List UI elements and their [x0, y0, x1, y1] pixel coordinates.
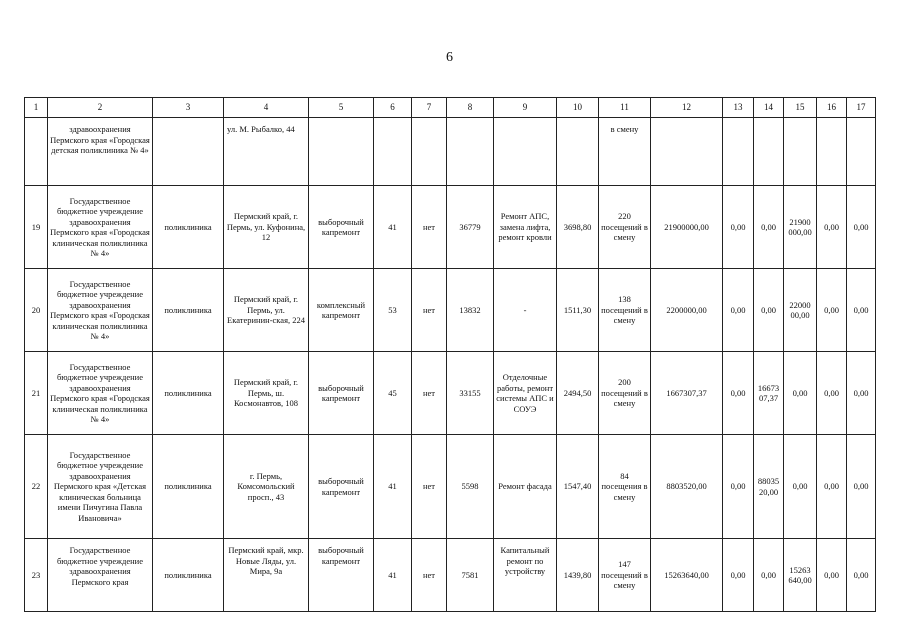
column-header: 13 [723, 98, 754, 118]
table-cell: 36779 [447, 186, 494, 269]
table-cell: Государственное бюджетное учреждение здравоохранения Пермского края «Городская клиническая поликлиника № 4» [48, 269, 153, 352]
table-cell: выборочный капремонт [309, 539, 374, 612]
table-cell: Пермский край, г. Пермь, ул. Екатеринин-ская, 224 [224, 269, 309, 352]
table-cell: нет [412, 539, 447, 612]
table-cell: 2200000,00 [651, 269, 723, 352]
table-cell: 41 [374, 539, 412, 612]
table-cell [494, 118, 557, 186]
table-cell: 53 [374, 269, 412, 352]
table-cell: - [494, 269, 557, 352]
column-header: 1 [25, 98, 48, 118]
table-cell [25, 118, 48, 186]
table-cell: 21 [25, 352, 48, 435]
table-cell: 147 посещений в смену [599, 539, 651, 612]
table-cell: 138 посещений в смену [599, 269, 651, 352]
table-cell: поликлиника [153, 352, 224, 435]
table-row [25, 435, 876, 539]
table-cell: 0,00 [723, 539, 754, 612]
table-row [25, 352, 876, 435]
table-cell: 0,00 [817, 539, 847, 612]
table-cell: 22000 00,00 [784, 269, 817, 352]
table-cell: 19 [25, 186, 48, 269]
table-cell: Государственное бюджетное учреждение здравоохранения Пермского края «Городская клиническая поликлиника № 4» [48, 352, 153, 435]
table-cell: выборочный капремонт [309, 186, 374, 269]
table-cell: 8803520,00 [651, 435, 723, 539]
table-cell: 21900000,00 [651, 186, 723, 269]
table-cell: нет [412, 269, 447, 352]
table-cell: нет [412, 435, 447, 539]
table-cell: 0,00 [754, 269, 784, 352]
table-cell: поликлиника [153, 539, 224, 612]
table-cell: 7581 [447, 539, 494, 612]
table-row [25, 539, 876, 612]
table-row [25, 186, 876, 269]
table-cell: г. Пермь, Комсомольский просп., 43 [224, 435, 309, 539]
table-cell [412, 118, 447, 186]
table-cell: 0,00 [817, 269, 847, 352]
table-cell: 15263640,00 [651, 539, 723, 612]
table-cell: выборочный капремонт [309, 435, 374, 539]
table-cell: поликлиника [153, 435, 224, 539]
table-cell: 1511,30 [557, 269, 599, 352]
table-row [25, 118, 876, 186]
table-cell: Ремонт фасада [494, 435, 557, 539]
table-cell: 0,00 [723, 352, 754, 435]
table-cell: 0,00 [847, 435, 876, 539]
table-cell: в смену [599, 118, 651, 186]
table-cell: 41 [374, 186, 412, 269]
column-header: 16 [817, 98, 847, 118]
header-row [25, 98, 876, 118]
column-header: 9 [494, 98, 557, 118]
table-cell: Отделочные работы, ремонт системы АПС и СОУЭ [494, 352, 557, 435]
column-header: 15 [784, 98, 817, 118]
table-cell: 0,00 [784, 352, 817, 435]
table-cell: 88035 20,00 [754, 435, 784, 539]
table-cell: 0,00 [847, 269, 876, 352]
table-cell: 22 [25, 435, 48, 539]
table-cell: 2494,50 [557, 352, 599, 435]
table-cell: 5598 [447, 435, 494, 539]
table-cell: Пермский край, г. Пермь, ул. Куфонина, 12 [224, 186, 309, 269]
table-cell: Пермский край, мкр. Новые Ляды, ул. Мира, 9а [224, 539, 309, 612]
table-cell: нет [412, 186, 447, 269]
table-cell [447, 118, 494, 186]
table-cell: 41 [374, 435, 412, 539]
table-cell: 0,00 [847, 186, 876, 269]
table-cell [847, 118, 876, 186]
column-header: 6 [374, 98, 412, 118]
column-header: 4 [224, 98, 309, 118]
table-cell: 0,00 [723, 269, 754, 352]
table-cell: 16673 07,37 [754, 352, 784, 435]
table-cell: ул. М. Рыбалко, 44 [224, 118, 309, 186]
column-header: 7 [412, 98, 447, 118]
column-header: 8 [447, 98, 494, 118]
table-cell: 220 посещений в смену [599, 186, 651, 269]
table-cell: поликлиника [153, 269, 224, 352]
column-header: 14 [754, 98, 784, 118]
table-cell: 0,00 [817, 435, 847, 539]
table-cell [374, 118, 412, 186]
table-cell: Пермский край, г. Пермь, ш. Космонавтов, 108 [224, 352, 309, 435]
table-cell: Государственное бюджетное учреждение здравоохранения Пермского края [48, 539, 153, 612]
table-cell: 0,00 [847, 539, 876, 612]
table-cell: здравоохранения Пермского края «Городская детская поликлиника № 4» [48, 118, 153, 186]
table-cell: 0,00 [754, 539, 784, 612]
table-cell [309, 118, 374, 186]
table-cell: Ремонт АПС, замена лифта, ремонт кровли [494, 186, 557, 269]
column-header: 12 [651, 98, 723, 118]
table-cell: 15263 640,00 [784, 539, 817, 612]
table-cell [754, 118, 784, 186]
table-cell [153, 118, 224, 186]
table-cell: 13832 [447, 269, 494, 352]
column-header: 2 [48, 98, 153, 118]
column-header: 11 [599, 98, 651, 118]
column-header: 3 [153, 98, 224, 118]
table-cell: Капитальный ремонт по устройству [494, 539, 557, 612]
table-cell: 0,00 [754, 186, 784, 269]
page-number: 6 [446, 50, 453, 65]
table-cell [723, 118, 754, 186]
table-cell: 0,00 [847, 352, 876, 435]
table-cell: нет [412, 352, 447, 435]
table-cell: 20 [25, 269, 48, 352]
table-cell: 84 посещения в смену [599, 435, 651, 539]
table-cell [784, 118, 817, 186]
table-cell: 1439,80 [557, 539, 599, 612]
table-cell: 200 посещений в смену [599, 352, 651, 435]
table-cell [651, 118, 723, 186]
column-header: 5 [309, 98, 374, 118]
table-cell: 21900 000,00 [784, 186, 817, 269]
table-cell: выборочный капремонт [309, 352, 374, 435]
table-cell: 33155 [447, 352, 494, 435]
column-header: 17 [847, 98, 876, 118]
column-header: 10 [557, 98, 599, 118]
table-cell: Государственное бюджетное учреждение здравоохранения Пермского края «Детская клиническая больница имени Пичугина Павла Ивановича» [48, 435, 153, 539]
table-cell: 0,00 [723, 186, 754, 269]
table-cell: 23 [25, 539, 48, 612]
table-cell: 0,00 [817, 186, 847, 269]
capital-repair-table [24, 97, 876, 612]
table-cell: поликлиника [153, 186, 224, 269]
table-cell: комплексный капремонт [309, 269, 374, 352]
table-cell: 0,00 [817, 352, 847, 435]
table-cell: 1667307,37 [651, 352, 723, 435]
table-cell: 1547,40 [557, 435, 599, 539]
table-row [25, 269, 876, 352]
table-cell: 0,00 [784, 435, 817, 539]
table-cell [817, 118, 847, 186]
table-cell: 45 [374, 352, 412, 435]
table-cell: 3698,80 [557, 186, 599, 269]
table-cell [557, 118, 599, 186]
table-cell: Государственное бюджетное учреждение здравоохранения Пермского края «Городская клиническая поликлиника № 4» [48, 186, 153, 269]
table-cell: 0,00 [723, 435, 754, 539]
